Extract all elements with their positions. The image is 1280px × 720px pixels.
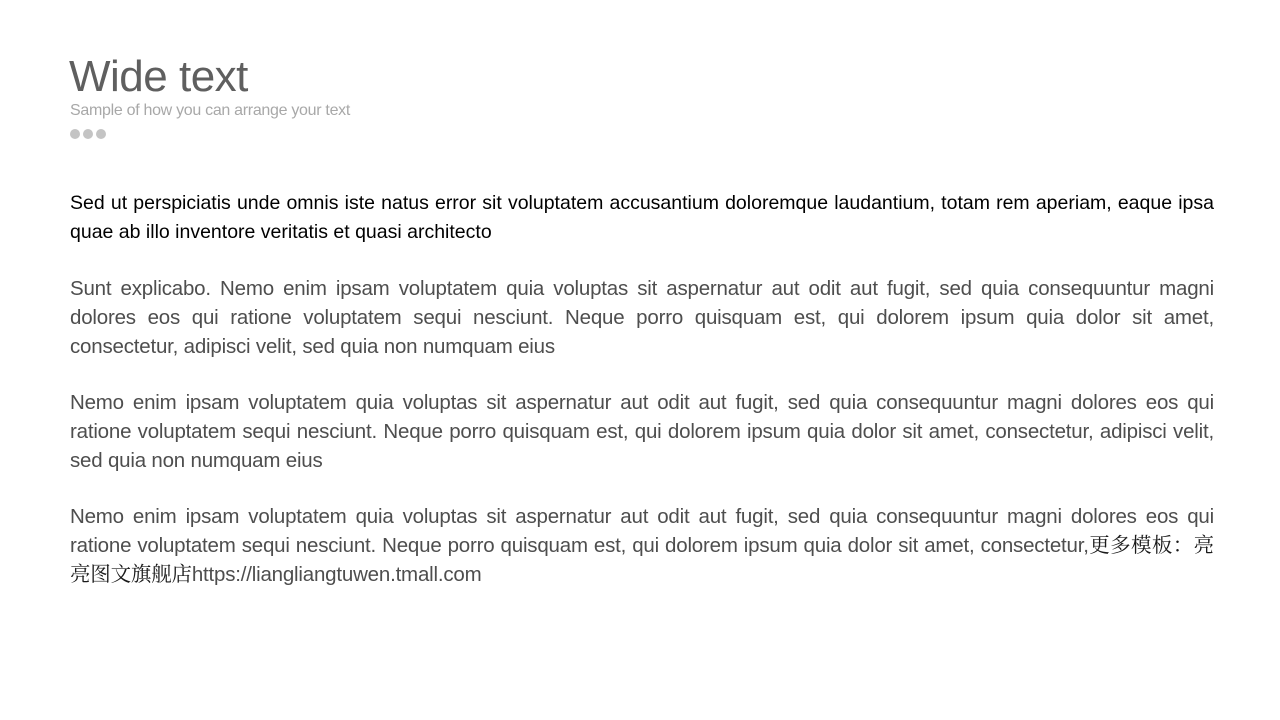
body-paragraph-2: Nemo enim ipsam voluptatem quia voluptas sit aspernatur aut odit aut fugit, sed quia consequuntur magni dolores eos qui ratione voluptatem sequi nesciunt. Neque porro quisquam est, qui dolorem ipsum quia dolor sit amet, consectetur, adipisci velit, sed quia non numquam eius <box>70 391 1214 472</box>
body-paragraph-3 <box>70 502 1214 589</box>
dot-icon <box>96 129 106 139</box>
page-subtitle: Sample of how you can arrange your text <box>70 102 351 119</box>
body-paragraph-1: Sunt explicabo. Nemo enim ipsam voluptatem quia voluptas sit aspernatur aut odit aut fugit, sed quia consequuntur magni dolores eos qui ratione voluptatem sequi nesciunt. Neque porro quisquam est, qui dolorem ipsum quia dolor sit amet, consectetur, adipisci velit, sed quia non numquam eius <box>70 277 1214 358</box>
dot-icon <box>70 129 80 139</box>
page-title: Wide text <box>69 52 248 101</box>
body-paragraph-3-text: Nemo enim ipsam voluptatem quia voluptas sit aspernatur aut odit aut fugit, sed quia consequuntur magni dolores eos qui ratione voluptatem sequi nesciunt. Neque porro quisquam est, qui dolorem ipsum quia dolor sit amet, consectetur, <box>70 505 1214 557</box>
lead-paragraph: Sed ut perspiciatis unde omnis iste natus error sit voluptatem accusantium doloremque laudantium, totam rem aperiam, eaque ipsa quae ab illo inventore veritatis et quasi architecto <box>70 192 1214 243</box>
template-store-note: 更多模板：亮亮图文旗舰店 <box>70 534 1214 586</box>
dot-icon <box>83 129 93 139</box>
text-content <box>70 189 1214 616</box>
store-url: https://liangliangtuwen.tmall.com <box>191 563 482 586</box>
decorative-dots <box>70 129 106 139</box>
